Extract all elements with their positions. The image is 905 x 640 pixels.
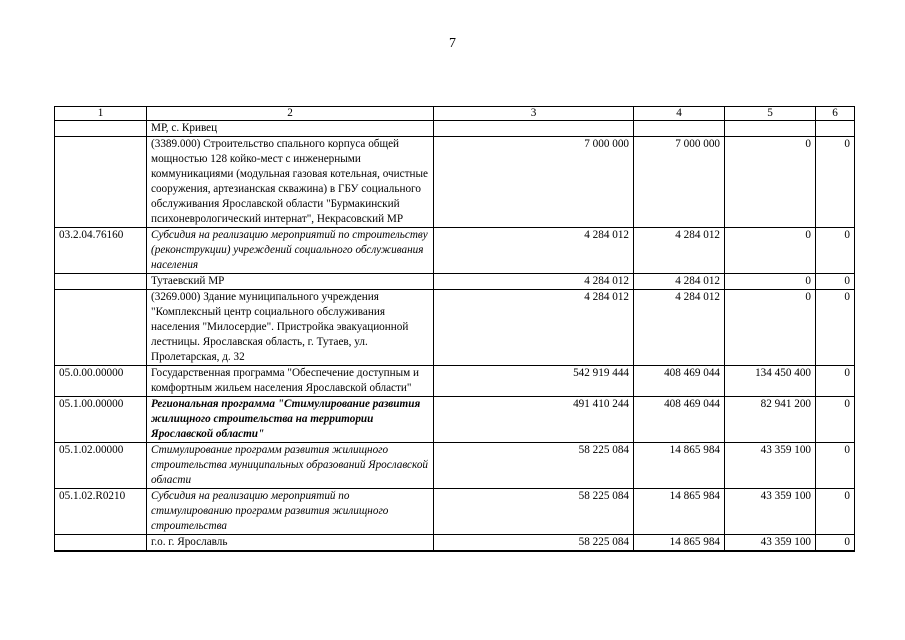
row-col6: 0	[816, 397, 855, 443]
column-header-4: 4	[634, 107, 725, 121]
table-row	[55, 443, 855, 489]
row-col5: 43 359 100	[725, 443, 816, 489]
row-col6: 0	[816, 228, 855, 274]
row-name: Тутаевский МР	[147, 274, 434, 290]
table-header-row	[55, 107, 855, 121]
row-code: 05.1.02.00000	[55, 443, 147, 489]
row-col4: 4 284 012	[634, 290, 725, 366]
row-col6: 0	[816, 137, 855, 228]
row-code	[55, 535, 147, 552]
row-col6: 0	[816, 274, 855, 290]
row-col3: 58 225 084	[434, 489, 634, 535]
row-code	[55, 274, 147, 290]
table-row	[55, 397, 855, 443]
row-col5: 0	[725, 137, 816, 228]
row-col5: 43 359 100	[725, 489, 816, 535]
row-name: (3269.000) Здание муниципального учреждения "Комплексный центр социального обслуживания населения "Милосердие". Пристройка эвакуационной лестницы. Ярославская область, г. Тутаев, ул. Пролетарская, д. 32	[147, 290, 434, 366]
row-col3: 542 919 444	[434, 366, 634, 397]
row-name: Региональная программа "Стимулирование развития жилищного строительства на территории Ярославской области"	[147, 397, 434, 443]
row-name: Субсидия на реализацию мероприятий по стимулированию программ развития жилищного строительства	[147, 489, 434, 535]
row-col4	[634, 121, 725, 137]
row-name: МР, с. Кривец	[147, 121, 434, 137]
row-col4: 14 865 984	[634, 489, 725, 535]
table-row	[55, 366, 855, 397]
row-name: Стимулирование программ развития жилищного строительства муниципальных образований Ярославской области	[147, 443, 434, 489]
table-row	[55, 137, 855, 228]
row-code	[55, 137, 147, 228]
row-col5: 82 941 200	[725, 397, 816, 443]
row-col6: 0	[816, 443, 855, 489]
page-number: 7	[449, 36, 456, 51]
row-col3: 4 284 012	[434, 290, 634, 366]
row-col5: 43 359 100	[725, 535, 816, 552]
row-name: (3389.000) Строительство спального корпуса общей мощностью 128 койко-мест с инженерными коммуникациями (модульная газовая котельная, очистные сооружения, артезианская скважина) в ГБУ социального обслуживания Ярославской области "Бурмакинский психоневрологический интернат", Некрасовский МР	[147, 137, 434, 228]
row-code	[55, 290, 147, 366]
row-col5: 134 450 400	[725, 366, 816, 397]
column-header-6: 6	[816, 107, 855, 121]
table-row	[55, 228, 855, 274]
row-col6: 0	[816, 290, 855, 366]
row-col3: 4 284 012	[434, 228, 634, 274]
row-col5: 0	[725, 274, 816, 290]
table-row	[55, 535, 855, 552]
row-col6: 0	[816, 366, 855, 397]
row-col4: 4 284 012	[634, 228, 725, 274]
column-header-2: 2	[147, 107, 434, 121]
row-col3: 58 225 084	[434, 443, 634, 489]
row-col5: 0	[725, 290, 816, 366]
row-col4: 14 865 984	[634, 443, 725, 489]
column-header-3: 3	[434, 107, 634, 121]
column-header-5: 5	[725, 107, 816, 121]
row-col4: 14 865 984	[634, 535, 725, 552]
row-col4: 408 469 044	[634, 397, 725, 443]
row-col4: 408 469 044	[634, 366, 725, 397]
row-col4: 7 000 000	[634, 137, 725, 228]
table-row	[55, 274, 855, 290]
row-code: 03.2.04.76160	[55, 228, 147, 274]
row-col3: 58 225 084	[434, 535, 634, 552]
row-col3	[434, 121, 634, 137]
row-col6	[816, 121, 855, 137]
row-code	[55, 121, 147, 137]
row-col5: 0	[725, 228, 816, 274]
row-code: 05.0.00.00000	[55, 366, 147, 397]
row-col3: 491 410 244	[434, 397, 634, 443]
table-row	[55, 121, 855, 137]
row-code: 05.1.02.R0210	[55, 489, 147, 535]
budget-table	[54, 106, 855, 552]
row-name: Государственная программа "Обеспечение доступным и комфортным жильем населения Ярославской области"	[147, 366, 434, 397]
row-name: Субсидия на реализацию мероприятий по строительству (реконструкции) учреждений социального обслуживания населения	[147, 228, 434, 274]
row-col6: 0	[816, 489, 855, 535]
row-name: г.о. г. Ярославль	[147, 535, 434, 552]
row-col3: 4 284 012	[434, 274, 634, 290]
row-col6: 0	[816, 535, 855, 552]
row-code: 05.1.00.00000	[55, 397, 147, 443]
table-row	[55, 489, 855, 535]
row-col5	[725, 121, 816, 137]
row-col3: 7 000 000	[434, 137, 634, 228]
row-col4: 4 284 012	[634, 274, 725, 290]
table-row	[55, 290, 855, 366]
column-header-1: 1	[55, 107, 147, 121]
